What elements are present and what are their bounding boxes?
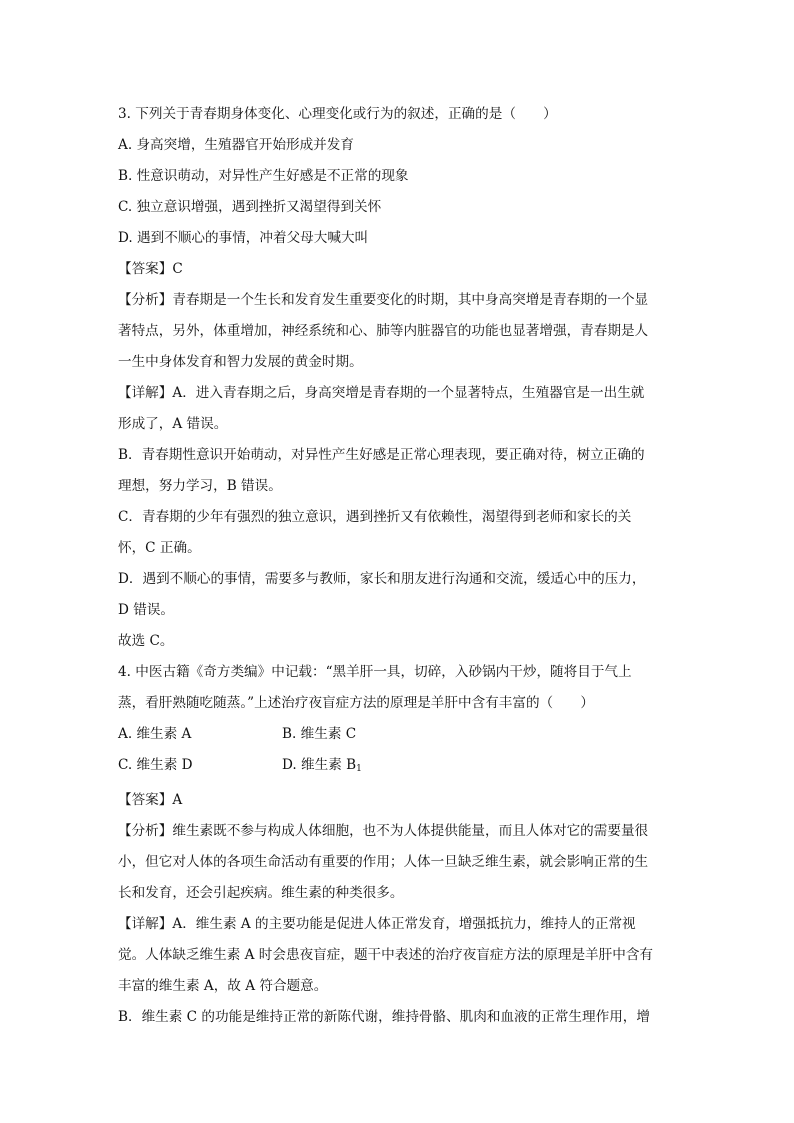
question-4-stem xyxy=(118,657,678,719)
question-4-option-d xyxy=(282,750,446,785)
detail-line: 【详解】A．进入青春期之后，身高突增是青春期的一个显著特点，生殖器官是一出生就 xyxy=(118,385,645,401)
question-3-option-d: D. 遇到不顺心的事情，冲着父母大喊大叫 xyxy=(118,230,369,246)
analysis-line: 【分析】青春期是一个生长和发育发生重要变化的时期，其中身高突增是青春期的一个显 xyxy=(118,292,649,308)
question-3-answer: 【答案】C xyxy=(118,261,183,277)
analysis-line: 著特点，另外，体重增加，神经系统和心、肺等内脏器官的功能也显著增强，青春期是人 xyxy=(118,323,649,339)
question-4-analysis xyxy=(118,816,678,909)
detail-line: B．维生素 C 的功能是维持正常的新陈代谢，维持骨骼、肌肉和血液的正常生理作用，增 xyxy=(118,1009,650,1025)
detail-line: B．青春期性意识开始萌动，对异性产生好感是正常心理表现，要正确对待，树立正确的 xyxy=(118,447,645,463)
stem-line: 蒸，看肝熟随吃随蒸。”上述治疗夜盲症方法的原理是羊肝中含有丰富的（ ） xyxy=(118,695,594,711)
option-d-text: D. 维生素 B xyxy=(282,757,357,773)
analysis-line: 【分析】维生素既不参与构成人体细胞，也不为人体提供能量，而且人体对它的需要量很 xyxy=(118,823,649,839)
detail-line: D．遇到不顺心的事情，需要多与教师，家长和朋友进行沟通和交流，缓适心中的压力， xyxy=(118,571,646,587)
analysis-line: 长和发育，还会引起疾病。维生素的种类很多。 xyxy=(118,885,404,901)
question-3-option-b: B. 性意识萌动，对异性产生好感是不正常的现象 xyxy=(118,168,409,184)
detail-line: 怀，C 正确。 xyxy=(118,540,201,556)
question-3-option-c: C. 独立意识增强，遇到挫折又渴望得到关怀 xyxy=(118,199,382,215)
question-3-analysis xyxy=(118,285,678,378)
question-4-option-a: A. 维生素 A xyxy=(118,726,192,742)
detail-line: D 错误。 xyxy=(118,602,175,618)
question-4-option-c: C. 维生素 D xyxy=(118,757,193,773)
question-4-answer: 【答案】A xyxy=(118,792,183,808)
detail-line: C．青春期的少年有强烈的独立意识，遇到挫折又有依赖性，渴望得到老师和家长的关 xyxy=(118,509,632,525)
question-4-options-row-2 xyxy=(118,750,678,785)
detail-line: 丰富的维生素 A，故 A 符合题意。 xyxy=(118,978,328,994)
detail-line: 理想，努力学习，B 错误。 xyxy=(118,478,282,494)
analysis-line: 一生中身体发育和智力发展的黄金时期。 xyxy=(118,354,363,370)
detail-line: 故选 C。 xyxy=(118,633,174,649)
document-page xyxy=(118,99,678,1033)
stem-line: 4. 中医古籍《奇方类编》中记载：“黑羊肝一具，切碎，入砂锅内干炒，随将目于气上 xyxy=(118,664,632,680)
analysis-line: 小，但它对人体的各项生命活动有重要的作用；人体一旦缺乏维生素，就会影响正常的生 xyxy=(118,854,649,870)
detail-line: 【详解】A．维生素 A 的主要功能是促进人体正常发育，增强抵抗力，维持人的正常视 xyxy=(118,916,636,932)
question-3-option-a: A. 身高突增，生殖器官开始形成并发育 xyxy=(118,137,354,153)
question-4-option-b: B. 维生素 C xyxy=(282,726,357,742)
question-4-detail xyxy=(118,909,678,1033)
question-4-options-row-1 xyxy=(118,719,678,750)
option-d-subscript: 1 xyxy=(356,764,362,774)
detail-line: 觉。人体缺乏维生素 A 时会患夜盲症，题干中表述的治疗夜盲症方法的原理是羊肝中含有 xyxy=(118,947,654,963)
question-3-stem: 3. 下列关于青春期身体变化、心理变化或行为的叙述，正确的是（ ） xyxy=(118,106,557,122)
question-3-detail xyxy=(118,378,678,657)
detail-line: 形成了，A 错误。 xyxy=(118,416,228,432)
